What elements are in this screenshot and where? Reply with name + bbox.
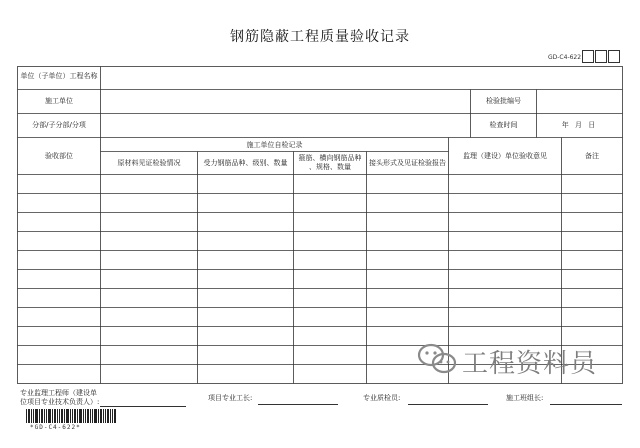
supervisor-label-line2: 位项目专业技术负责人）: <box>20 398 100 406</box>
watermark-text: 工程资料员 <box>462 349 598 379</box>
self-check-header: 施工单位自检记录 <box>246 141 303 149</box>
construction-unit-value[interactable] <box>101 92 469 111</box>
batch-number-label: 检验批编号 <box>486 97 521 105</box>
stirrup-header-line2: 、规格、数量 <box>309 163 351 171</box>
barcode-text: *GD-C4-622* <box>30 424 81 431</box>
barcode <box>26 409 116 423</box>
supervisor-label-line1: 专业监理工程师（建设单 <box>20 389 97 397</box>
form-number: GD-C4-622 <box>548 54 582 61</box>
subproject-value[interactable] <box>101 116 469 135</box>
remarks-header: 备注 <box>585 152 599 160</box>
inspection-date-field[interactable]: 年 月 日 <box>561 121 598 129</box>
project-name-label: 单位（子单位）工程名称 <box>20 72 98 80</box>
supervisor-signature-line[interactable] <box>100 406 186 407</box>
inspector-label: 专业质检员: <box>363 394 401 402</box>
team-leader-label: 施工班组长: <box>506 394 544 402</box>
team-leader-signature-line[interactable] <box>550 404 622 405</box>
inspection-time-label: 检查时间 <box>489 121 518 129</box>
supervision-opinion-header: 监理（建设）单位验收意见 <box>463 152 547 160</box>
material-cert-header: 原材料见证检验情况 <box>117 159 181 167</box>
project-name-value[interactable] <box>101 70 622 87</box>
foreman-label: 项目专业工长: <box>208 394 253 402</box>
subproject-label: 分部/子分部/分项 <box>32 121 86 129</box>
document-title: 钢筋隐蔽工程质量验收记录 <box>230 29 410 45</box>
joint-report-header: 接头形式及见证检验报告 <box>369 159 446 167</box>
stirrup-header-line1: 箍筋、横向钢筋品种 <box>298 154 362 162</box>
rebar-grade-header: 受力钢筋品种、级别、数量 <box>203 159 288 167</box>
batch-number-value[interactable] <box>537 92 622 111</box>
foreman-signature-line[interactable] <box>258 404 338 405</box>
inspector-signature-line[interactable] <box>408 404 488 405</box>
construction-unit-label: 施工单位 <box>45 97 73 105</box>
part-label: 验收部位 <box>45 152 73 160</box>
